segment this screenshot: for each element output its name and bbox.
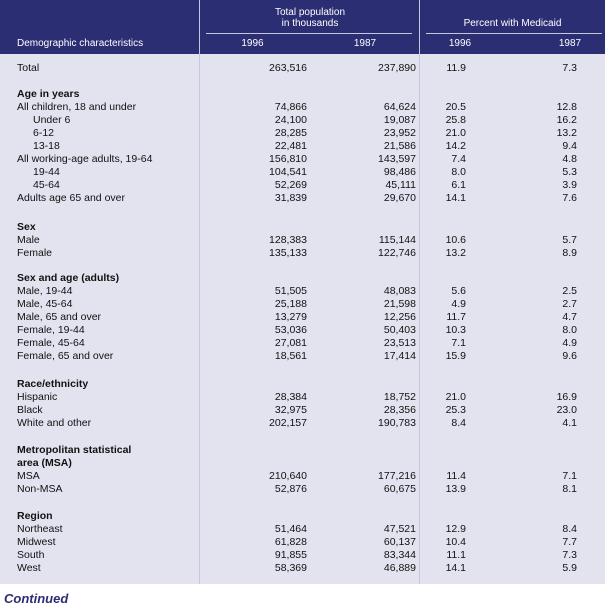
row-label: West (17, 562, 41, 574)
value-medicaid-1987: 2.5 (562, 285, 577, 297)
value-medicaid-1996: 4.9 (451, 298, 466, 310)
value-medicaid-1987: 7.3 (562, 62, 577, 74)
value-medicaid-1996: 25.3 (445, 404, 466, 416)
value-medicaid-1996: 13.9 (445, 483, 466, 495)
value-total-1996: 74,866 (274, 101, 307, 113)
value-medicaid-1987: 16.2 (556, 114, 577, 126)
row-label: All children, 18 and under (17, 101, 137, 113)
value-total-1987: 237,890 (378, 62, 416, 74)
value-medicaid-1987: 7.1 (562, 470, 577, 482)
value-medicaid-1987: 8.9 (562, 247, 577, 259)
value-total-1996: 202,157 (269, 417, 307, 429)
value-medicaid-1996: 21.0 (445, 127, 466, 139)
header-group-medicaid: Percent with Medicaid (463, 18, 562, 29)
value-medicaid-1987: 2.7 (562, 298, 577, 310)
value-total-1996: 28,384 (274, 391, 307, 403)
header-year-total-1987: 1987 (353, 38, 377, 49)
header-year-medicaid-1996: 1996 (448, 38, 472, 49)
section-heading: Age in years (17, 88, 80, 100)
value-medicaid-1996: 7.4 (451, 153, 466, 165)
value-medicaid-1996: 14.1 (445, 192, 466, 204)
section-heading: area (MSA) (17, 457, 72, 469)
value-total-1987: 45,111 (385, 179, 416, 191)
value-total-1987: 50,403 (383, 324, 416, 336)
value-medicaid-1996: 5.6 (451, 285, 466, 297)
row-label: Midwest (17, 536, 56, 548)
header-divider-1 (199, 0, 200, 54)
value-medicaid-1996: 11.4 (446, 470, 466, 482)
value-medicaid-1987: 8.0 (562, 324, 577, 336)
value-total-1996: 53,036 (274, 324, 307, 336)
header-group-total-line1: Total population (274, 7, 346, 18)
value-total-1987: 19,087 (383, 114, 416, 126)
value-medicaid-1987: 23.0 (556, 404, 577, 416)
value-total-1987: 83,344 (383, 549, 416, 561)
value-medicaid-1987: 9.6 (562, 350, 577, 362)
value-total-1987: 21,586 (383, 140, 416, 152)
value-total-1987: 177,216 (378, 470, 416, 482)
value-medicaid-1996: 11.1 (446, 549, 466, 561)
row-label: Black (17, 404, 43, 416)
value-medicaid-1996: 20.5 (445, 101, 466, 113)
value-medicaid-1987: 12.8 (556, 101, 577, 113)
column-divider-2 (419, 54, 420, 584)
continued-label: Continued (4, 591, 69, 606)
value-medicaid-1996: 8.0 (451, 166, 466, 178)
value-total-1996: 51,505 (274, 285, 307, 297)
value-total-1996: 52,269 (274, 179, 307, 191)
header-divider-2 (419, 0, 420, 54)
value-medicaid-1987: 8.4 (562, 523, 577, 535)
value-medicaid-1996: 14.2 (445, 140, 466, 152)
value-total-1987: 64,624 (383, 101, 416, 113)
row-label: Hispanic (17, 391, 58, 403)
value-total-1987: 122,746 (378, 247, 416, 259)
row-label: 13-18 (33, 140, 60, 152)
value-medicaid-1996: 25.8 (445, 114, 466, 126)
section-heading: Sex and age (adults) (17, 272, 120, 284)
value-total-1996: 13,279 (274, 311, 307, 323)
value-medicaid-1987: 3.9 (562, 179, 577, 191)
value-total-1996: 22,481 (274, 140, 307, 152)
value-total-1987: 21,598 (383, 298, 416, 310)
value-medicaid-1996: 6.1 (451, 179, 466, 191)
row-label: Total (17, 62, 40, 74)
header-row-label: Demographic characteristics (17, 38, 144, 49)
value-medicaid-1987: 9.4 (562, 140, 577, 152)
value-total-1996: 52,876 (274, 483, 307, 495)
header-year-total-1996: 1996 (241, 38, 264, 49)
table-header (0, 0, 605, 54)
column-divider-1 (199, 54, 200, 584)
value-medicaid-1987: 7.6 (562, 192, 577, 204)
row-label: Adults age 65 and over (17, 192, 125, 204)
value-medicaid-1996: 15.9 (445, 350, 466, 362)
value-medicaid-1987: 8.1 (562, 483, 577, 495)
row-label: Female, 19-44 (17, 324, 85, 336)
value-total-1996: 156,810 (269, 153, 307, 165)
value-total-1987: 17,414 (383, 350, 416, 362)
value-total-1996: 24,100 (274, 114, 307, 126)
value-total-1987: 115,144 (378, 234, 416, 246)
header-underline-medicaid (426, 33, 602, 34)
value-total-1996: 58,369 (274, 562, 307, 574)
value-total-1996: 25,188 (274, 298, 307, 310)
value-medicaid-1996: 10.3 (445, 324, 466, 336)
value-total-1987: 23,952 (383, 127, 416, 139)
value-total-1996: 104,541 (269, 166, 307, 178)
header-group-total-line2: in thousands (281, 18, 339, 29)
row-label: Male, 45-64 (17, 298, 73, 310)
value-medicaid-1996: 7.1 (451, 337, 466, 349)
value-medicaid-1996: 10.6 (445, 234, 466, 246)
row-label: Non-MSA (17, 483, 63, 495)
value-medicaid-1996: 12.9 (445, 523, 466, 535)
row-label: All working-age adults, 19-64 (17, 153, 153, 165)
value-medicaid-1996: 11.9 (446, 62, 466, 74)
section-heading: Race/ethnicity (17, 378, 89, 390)
value-total-1987: 12,256 (383, 311, 416, 323)
value-medicaid-1987: 5.9 (562, 562, 577, 574)
header-underline-total (206, 33, 412, 34)
value-total-1996: 61,828 (274, 536, 307, 548)
value-total-1996: 27,081 (274, 337, 307, 349)
header-year-medicaid-1987: 1987 (558, 38, 582, 49)
value-medicaid-1996: 8.4 (451, 417, 466, 429)
value-total-1987: 48,083 (383, 285, 416, 297)
value-total-1987: 28,356 (383, 404, 416, 416)
value-total-1996: 32,975 (274, 404, 307, 416)
value-medicaid-1987: 4.1 (562, 417, 577, 429)
value-medicaid-1996: 11.7 (446, 311, 466, 323)
row-label: Male, 65 and over (17, 311, 102, 323)
value-total-1987: 98,486 (383, 166, 416, 178)
value-total-1987: 23,513 (383, 337, 416, 349)
value-total-1987: 18,752 (383, 391, 416, 403)
value-total-1987: 46,889 (383, 562, 416, 574)
value-total-1996: 18,561 (274, 350, 307, 362)
value-medicaid-1987: 16.9 (556, 391, 577, 403)
value-total-1996: 263,516 (269, 62, 307, 74)
value-total-1987: 60,137 (383, 536, 416, 548)
value-total-1996: 135,133 (269, 247, 307, 259)
row-label: Male (17, 234, 40, 246)
section-heading: Metropolitan statistical (17, 444, 132, 456)
value-total-1996: 210,640 (269, 470, 307, 482)
value-total-1987: 29,670 (383, 192, 416, 204)
section-heading: Region (17, 510, 53, 522)
row-label: Under 6 (33, 114, 71, 126)
value-total-1996: 91,855 (274, 549, 307, 561)
value-medicaid-1987: 5.7 (562, 234, 577, 246)
row-label: South (17, 549, 45, 561)
value-total-1987: 143,597 (378, 153, 416, 165)
section-heading: Sex (17, 221, 36, 233)
row-label: 19-44 (33, 166, 60, 178)
value-total-1987: 190,783 (378, 417, 416, 429)
value-total-1996: 28,285 (274, 127, 307, 139)
value-total-1996: 128,383 (269, 234, 307, 246)
value-total-1996: 51,464 (274, 523, 307, 535)
value-medicaid-1987: 7.3 (562, 549, 577, 561)
row-label: White and other (17, 417, 92, 429)
row-label: Female, 45-64 (17, 337, 85, 349)
value-medicaid-1987: 5.3 (562, 166, 577, 178)
value-medicaid-1996: 13.2 (445, 247, 466, 259)
value-medicaid-1996: 10.4 (445, 536, 466, 548)
value-medicaid-1987: 4.7 (562, 311, 577, 323)
row-label: Female, 65 and over (17, 350, 114, 362)
value-total-1987: 47,521 (383, 523, 416, 535)
value-total-1987: 60,675 (383, 483, 416, 495)
row-label: Male, 19-44 (17, 285, 73, 297)
row-label: 45-64 (33, 179, 60, 191)
row-label: 6-12 (33, 127, 55, 139)
value-total-1996: 31,839 (274, 192, 307, 204)
value-medicaid-1987: 4.9 (562, 337, 577, 349)
row-label: Female (17, 247, 53, 259)
value-medicaid-1996: 14.1 (445, 562, 466, 574)
row-label: Northeast (17, 523, 63, 535)
value-medicaid-1996: 21.0 (445, 391, 466, 403)
value-medicaid-1987: 13.2 (556, 127, 577, 139)
value-medicaid-1987: 7.7 (562, 536, 577, 548)
row-label: MSA (17, 470, 40, 482)
value-medicaid-1987: 4.8 (562, 153, 577, 165)
